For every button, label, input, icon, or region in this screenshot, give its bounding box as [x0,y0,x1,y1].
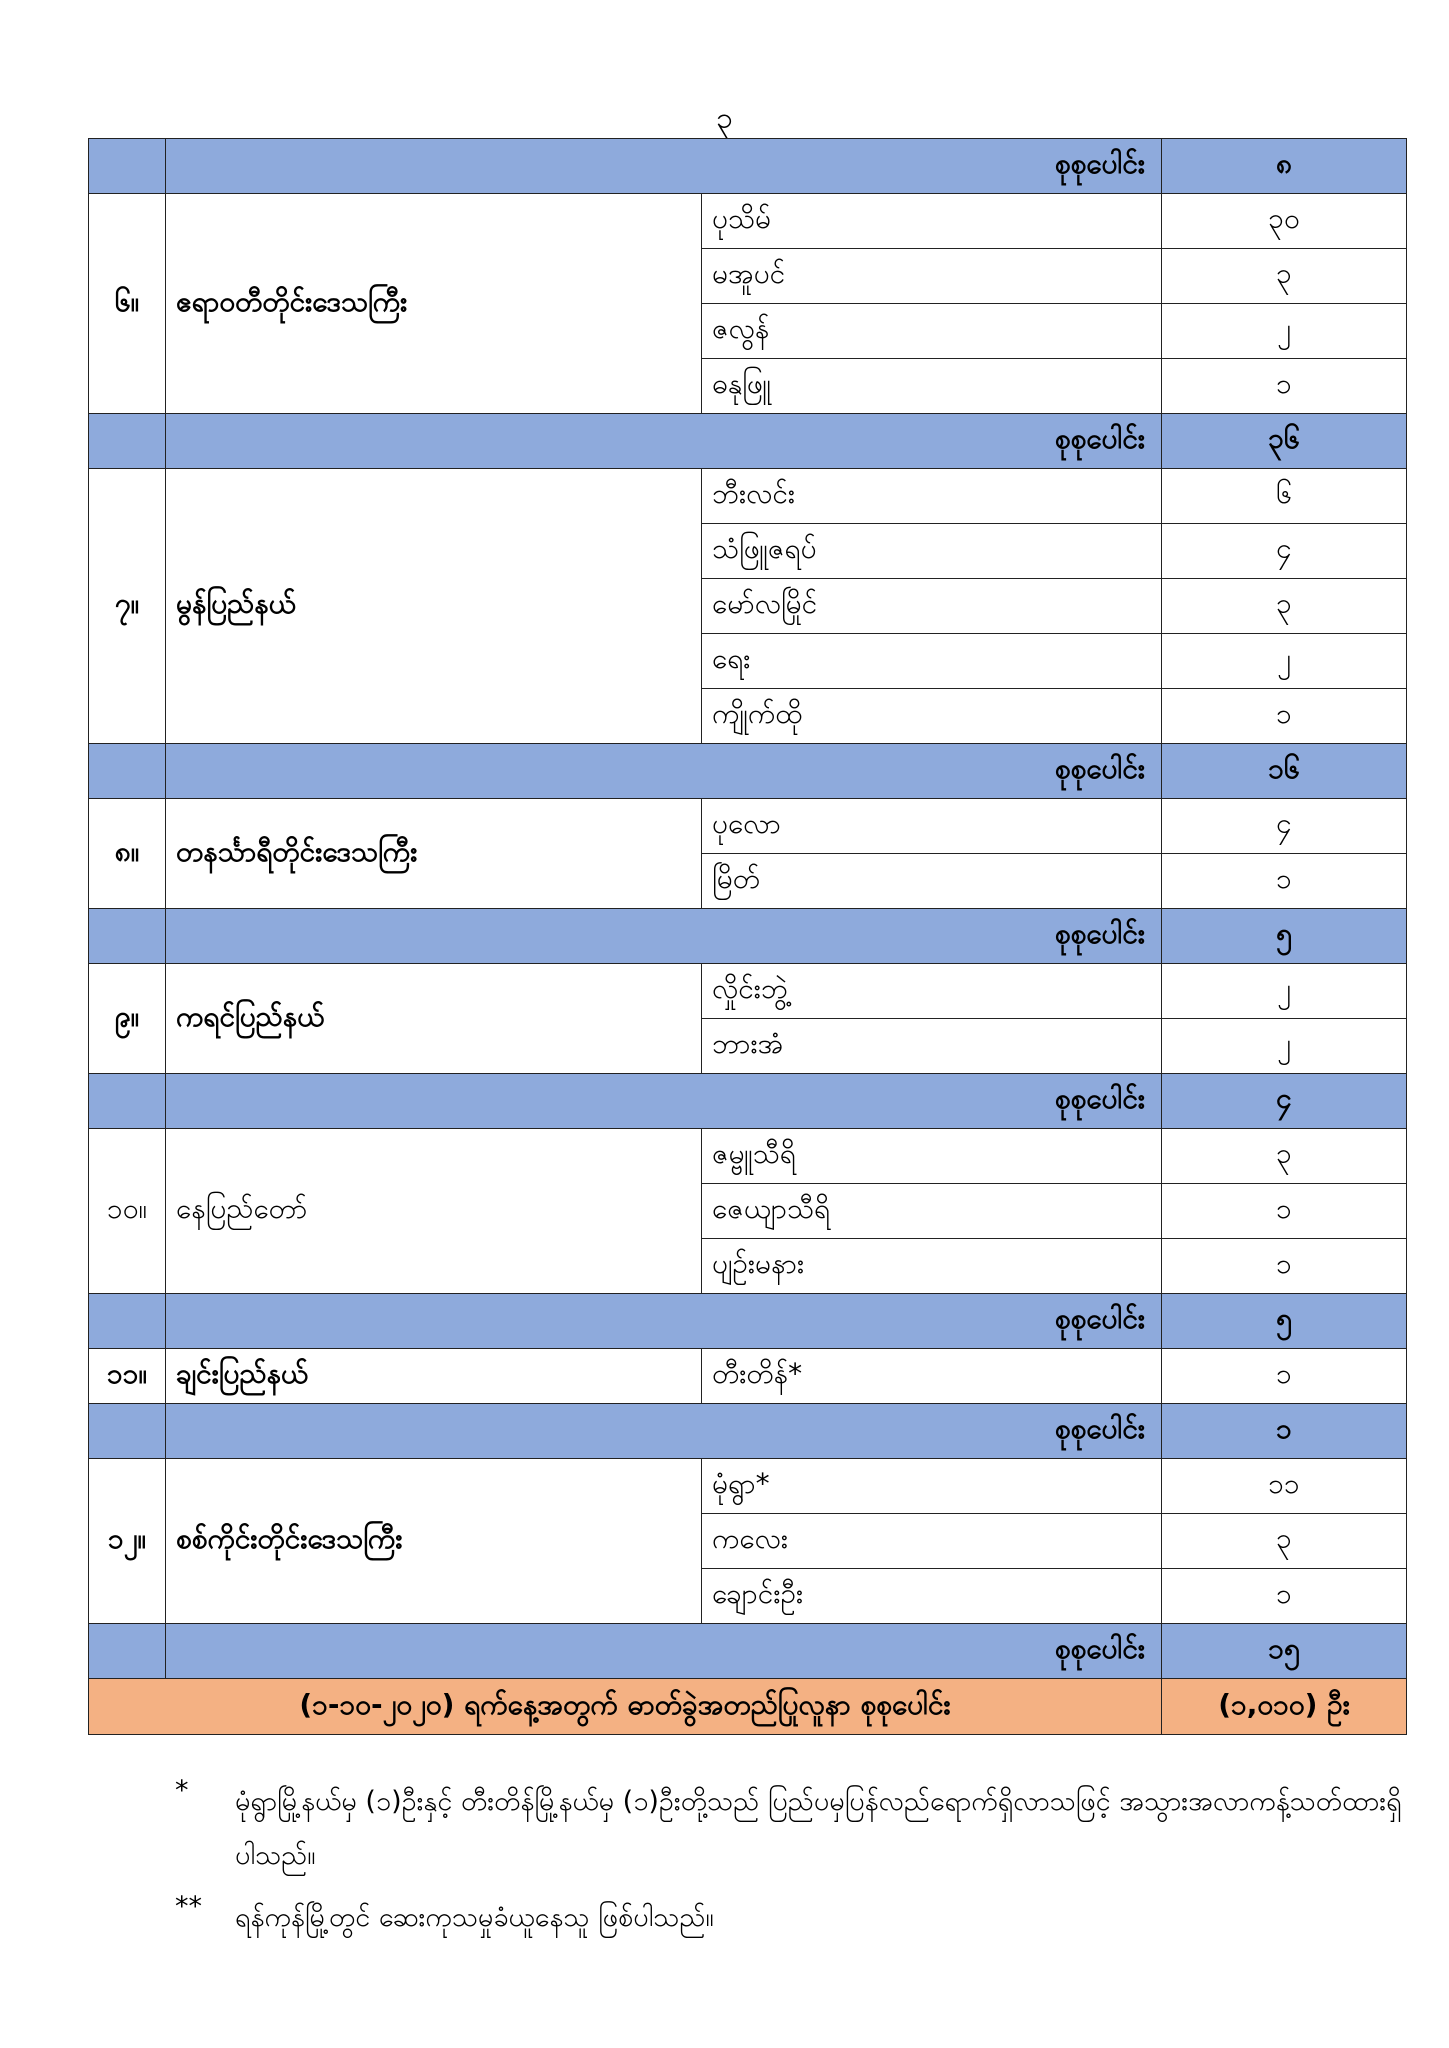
township-name: တီးတိန်* [702,1349,1162,1404]
township-name: ဓနုဖြူ [702,359,1162,414]
township-name: လှိုင်းဘွဲ့ [702,964,1162,1019]
covid-cases-table [88,138,1407,1735]
row-number: ၉။ [89,964,166,1074]
table-row [89,1459,1407,1514]
row-number: ၁၁။ [89,1349,166,1404]
total-row [89,139,1407,194]
footnote-2 [175,1891,1405,1945]
total-value: ၅ [1162,909,1407,964]
total-row [89,744,1407,799]
township-name: မအူပင် [702,249,1162,304]
region-name: မွန်ပြည်နယ် [166,469,702,744]
case-count: ၆ [1162,469,1407,524]
row-number: ၁၂။ [89,1459,166,1624]
case-count: ၁ [1162,1239,1407,1294]
case-count: ၃ [1162,249,1407,304]
case-count: ၃ [1162,1514,1407,1569]
total-row [89,1074,1407,1129]
township-name: ရေး [702,634,1162,689]
total-label: စုစုပေါင်း [166,1624,1162,1679]
total-label: စုစုပေါင်း [166,1294,1162,1349]
township-name: သံဖြူဇရပ် [702,524,1162,579]
total-value: ၁၅ [1162,1624,1407,1679]
footnote-mark: * [175,1775,189,1806]
township-name: ကျိုက်ထို [702,689,1162,744]
footnotes [175,1775,1405,1951]
case-count: ၃ [1162,1129,1407,1184]
case-count: ၁ [1162,689,1407,744]
total-value: ၁၆ [1162,744,1407,799]
footnote-text: မုံရွာမြို့နယ်မှ (၁)ဦးနှင့် တီးတိန်မြို့နယ်မှ (၁)ဦးတို့သည် ပြည်ပမှပြန်လည်ရောက်ရှိလာသဖြင့် အသွားအလာကန့်သတ်ထားရှိပါသည်။ [235,1786,1402,1871]
region-name: ချင်းပြည်နယ် [166,1349,702,1404]
case-count: ၂ [1162,1019,1407,1074]
case-count: ၃ [1162,579,1407,634]
township-name: မုံရွာ* [702,1459,1162,1514]
total-value: ၁ [1162,1404,1407,1459]
footnote-mark: ** [175,1891,202,1922]
grand-total-label: (၁-၁၀-၂၀၂၀) ရက်နေ့အတွက် ဓာတ်ခွဲအတည်ပြုလူနာ စုစုပေါင်း [89,1679,1162,1735]
township-name: ဇမ္ဗူသီရိ [702,1129,1162,1184]
township-name: ပုလော [702,799,1162,854]
page-number: ၃ [716,101,733,136]
case-count: ၂ [1162,304,1407,359]
case-count: ၄ [1162,524,1407,579]
grand-total-value: (၁,၀၁၀) ဦး [1162,1679,1407,1735]
total-value: ၈ [1162,139,1407,194]
case-count: ၁၁ [1162,1459,1407,1514]
total-row [89,909,1407,964]
table-row [89,194,1407,249]
total-label: စုစုပေါင်း [166,414,1162,469]
case-count: ၁ [1162,1349,1407,1404]
case-count: ၁ [1162,359,1407,414]
case-count: ၃၀ [1162,194,1407,249]
region-name: နေပြည်တော် [166,1129,702,1294]
total-label: စုစုပေါင်း [166,1404,1162,1459]
case-count: ၁ [1162,1184,1407,1239]
total-row [89,1294,1407,1349]
case-count: ၄ [1162,799,1407,854]
case-count: ၁ [1162,854,1407,909]
grand-total-row [89,1679,1407,1735]
township-name: ကလေး [702,1514,1162,1569]
township-name: ပုသိမ် [702,194,1162,249]
footnote-1 [175,1775,1405,1883]
footnote-text: ရန်ကုန်မြို့တွင် ဆေးကုသမှုခံယူနေသူ ဖြစ်ပါသည်။ [235,1902,714,1933]
row-number: ၈။ [89,799,166,909]
row-number: ၁၀။ [89,1129,166,1294]
table-row [89,799,1407,854]
case-count: ၂ [1162,634,1407,689]
row-number: ၆။ [89,194,166,414]
region-name: ကရင်ပြည်နယ် [166,964,702,1074]
table-row [89,964,1407,1019]
table-row [89,1349,1407,1404]
township-name: ဇေယျာသီရိ [702,1184,1162,1239]
total-value: ၅ [1162,1294,1407,1349]
township-name: ဇလွန် [702,304,1162,359]
total-row [89,1404,1407,1459]
township-name: ချောင်းဦး [702,1569,1162,1624]
total-label: စုစုပေါင်း [166,909,1162,964]
total-label: စုစုပေါင်း [166,139,1162,194]
region-name: တနင်္သာရီတိုင်းဒေသကြီး [166,799,702,909]
case-count: ၂ [1162,964,1407,1019]
row-number: ၇။ [89,469,166,744]
total-value: ၃၆ [1162,414,1407,469]
region-name: ဧရာဝတီတိုင်းဒေသကြီး [166,194,702,414]
township-name: ပျဉ်းမနား [702,1239,1162,1294]
total-row [89,414,1407,469]
township-name: မြိတ် [702,854,1162,909]
table-row [89,469,1407,524]
region-name: စစ်ကိုင်းတိုင်းဒေသကြီး [166,1459,702,1624]
case-count: ၁ [1162,1569,1407,1624]
total-row [89,1624,1407,1679]
township-name: ဘီးလင်း [702,469,1162,524]
township-name: ဘားအံ [702,1019,1162,1074]
total-label: စုစုပေါင်း [166,1074,1162,1129]
table-row [89,1129,1407,1184]
township-name: မော်လမြိုင် [702,579,1162,634]
total-value: ၄ [1162,1074,1407,1129]
total-label: စုစုပေါင်း [166,744,1162,799]
